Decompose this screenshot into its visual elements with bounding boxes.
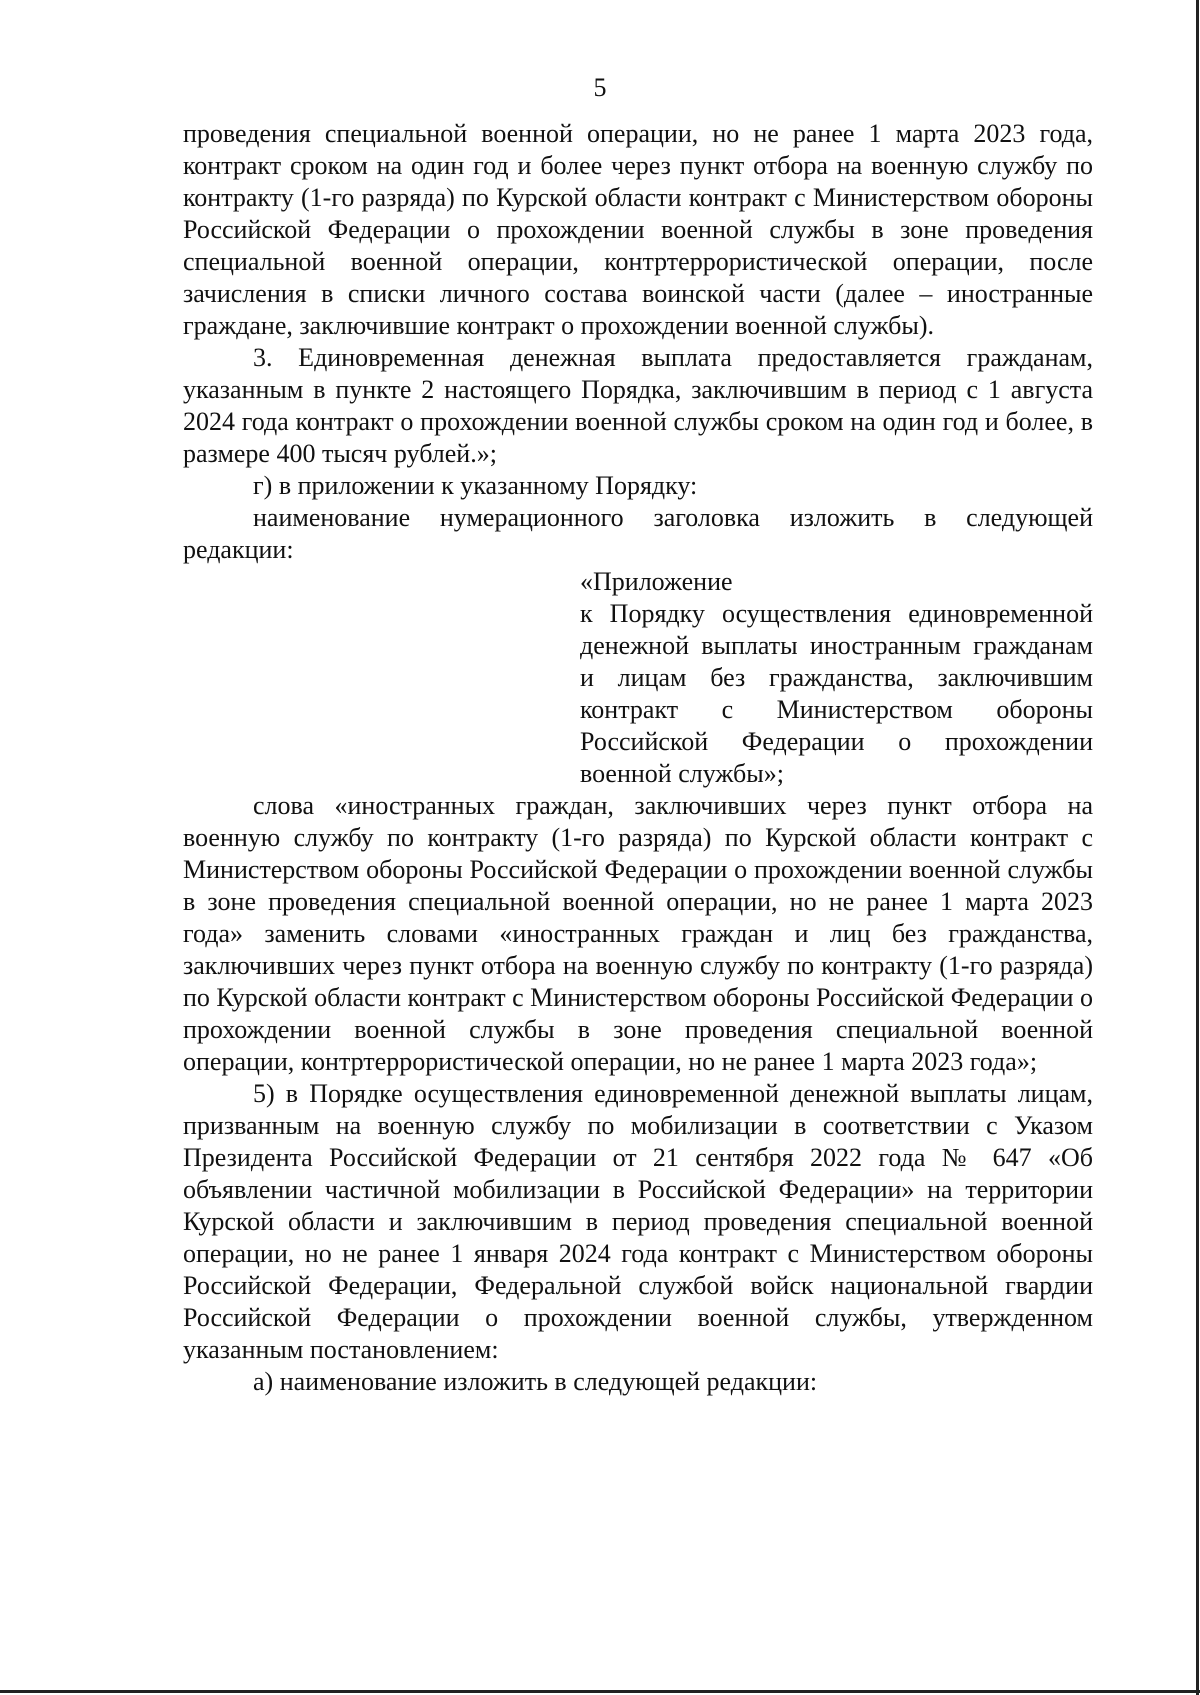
appendix-title: «Приложение [580, 567, 733, 596]
paragraph-item-g: г) в приложении к указанному Порядку: [253, 471, 698, 500]
paragraph-words-replacement: слова «иностранных граждан, заключивших через пункт отбора на военную службу по контракту (1-го разряда) по Курской области контракт с Министерством обороны Российской Федерации о прохождении военной службы в зоне проведения специальной военной операции, но не ранее 1 марта 2023 года» заменить словами «иностранных граждан и лиц без гражданства, заключивших через пункт отбора на военную службу по контракту (1-го разряда) по Курской области контракт с Министерством обороны Российской Федерации о прохождении военной службы в зоне проведения специальной военной операции, контртеррористической операции, но не ранее 1 марта 2023 года»; [183, 791, 1093, 1076]
scan-border-bottom [0, 1690, 1200, 1693]
appendix-text: к Порядку осуществления единовременной денежной выплаты иностранным гражданам и лицам без гражданства, заключившим контракт с Министерством обороны Российской Федерации о прохождении военной службы»; [580, 599, 1093, 788]
paragraph-continuation: проведения специальной военной операции, но не ранее 1 марта 2023 года, контракт сроком на один год и более через пункт отбора на военную службу по контракту (1-го разряда) по Курской области контракт с Министерством обороны Российской Федерации о прохождении военной службы в зоне проведения специальной военной операции, контртеррористической операции, после зачисления в списки личного состава воинской части (далее – иностранные граждане, заключившие контракт о прохождении военной службы). [183, 119, 1093, 340]
paragraph-item-3: 3. Единовременная денежная выплата предоставляется гражданам, указанным в пункте 2 настоящего Порядка, заключившим в период с 1 августа 2024 года контракт о прохождении военной службы сроком на один год и более, в размере 400 тысяч рублей.»; [183, 343, 1093, 468]
paragraph-item-a: а) наименование изложить в следующей редакции: [253, 1367, 818, 1396]
paragraph-heading-change: наименование нумерационного заголовка изложить в следующей редакции: [183, 503, 1093, 564]
scan-border-right [1196, 0, 1199, 1695]
page-number: 5 [593, 73, 607, 102]
paragraph-item-5: 5) в Порядке осуществления единовременной денежной выплаты лицам, призванным на военную службу по мобилизации в соответствии с Указом Президента Российской Федерации от 21 сентября 2022 года № 647 «Об объявлении частичной мобилизации в Российской Федерации» на территории Курской области и заключившим в период проведения специальной военной операции, но не ранее 1 января 2024 года контракт с Министерством обороны Российской Федерации, Федеральной службой войск национальной гвардии Российской Федерации о прохождении военной службы, утвержденном указанным постановлением: [183, 1079, 1093, 1364]
document-body [183, 118, 1093, 1398]
